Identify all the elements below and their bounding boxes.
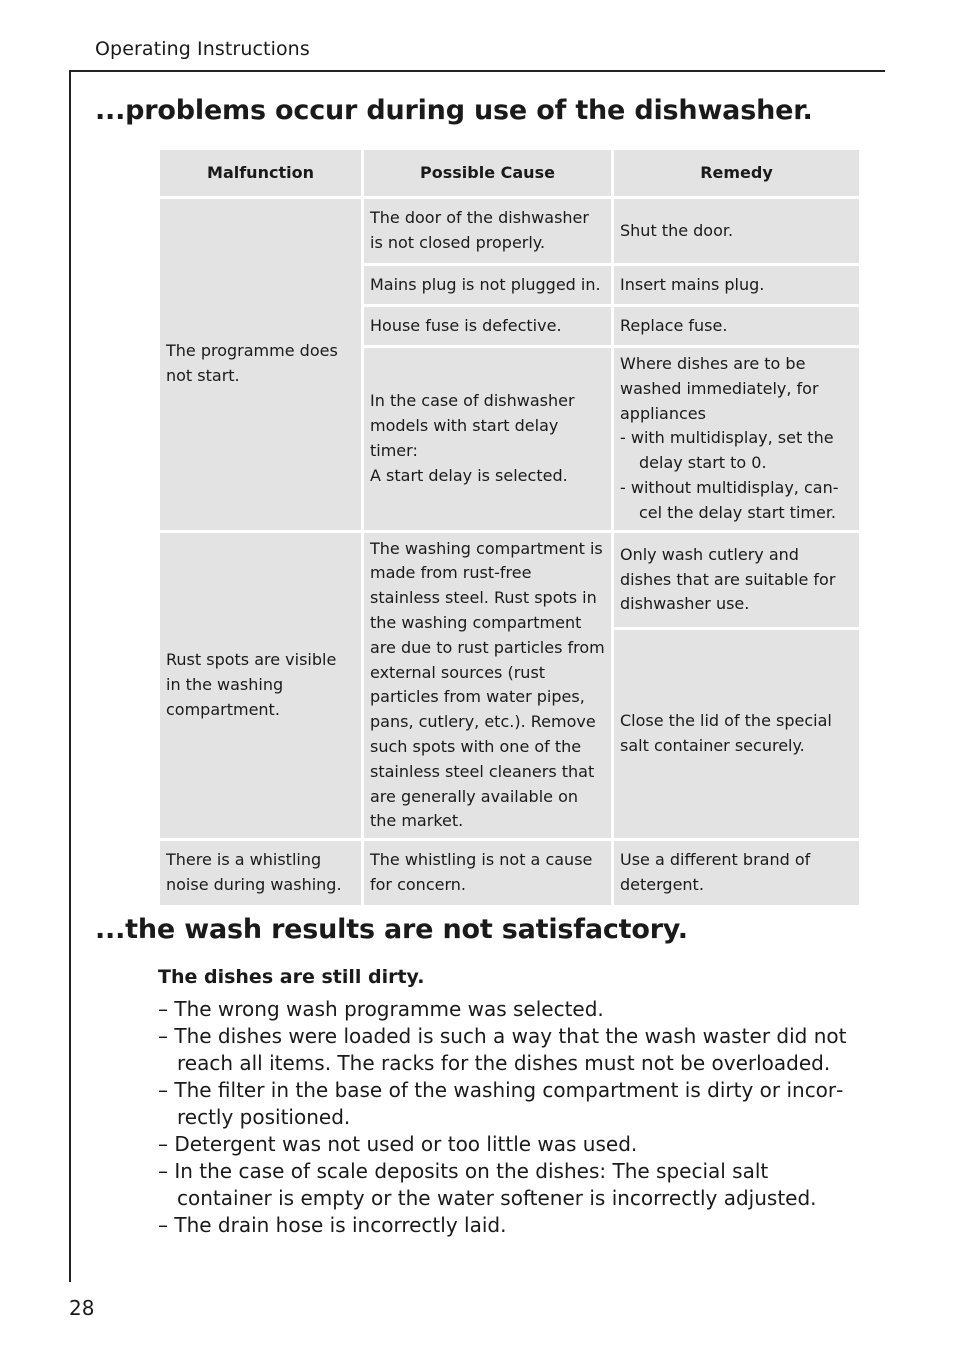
table-row	[160, 841, 859, 905]
remedy-cell: Only wash cutlery and dishes that are suitable for dishwasher use.	[614, 533, 859, 628]
remedy-cell: Replace fuse.	[614, 307, 859, 345]
cause-line: In the case of dishwasher models with start delay timer:	[370, 391, 575, 460]
cause-cell: The door of the dishwasher is not closed properly.	[364, 199, 611, 263]
margin-rule	[69, 70, 71, 1282]
list-item: – The dishes were loaded is such a way that the wash waster did not reach all items. The racks for the dishes must not be overloaded.	[158, 1024, 847, 1075]
cause-cell	[364, 348, 611, 530]
list-item: – The filter in the base of the washing compartment is dirty or incorrectly positioned.	[158, 1078, 844, 1129]
list-item: – The wrong wash programme was selected.	[158, 997, 604, 1021]
table-row	[160, 533, 859, 628]
remedy-cell	[614, 348, 859, 530]
list-item: – In the case of scale deposits on the dishes: The special salt container is empty or the water softener is incorrectly adjusted.	[158, 1159, 817, 1210]
header-rule	[69, 70, 885, 72]
running-head: Operating Instructions	[95, 38, 310, 60]
cause-cell: House fuse is defective.	[364, 307, 611, 345]
header-possible-cause: Possible Cause	[364, 150, 611, 196]
remedy-cell: Insert mains plug.	[614, 266, 859, 304]
malfunction-cell: Rust spots are visible in the washing compartment.	[160, 533, 361, 839]
list-item: – Detergent was not used or too little was used.	[158, 1132, 638, 1156]
remedy-bullet: - without multidisplay, cancel the delay start timer.	[620, 477, 839, 522]
cause-cell: The washing compartment is made from rust-free stainless steel. Rust spots in the washing compartment are due to rust particles from external sources (rust particles from water pipes, pans, cutlery, etc.). Remove such spots with one of the stainless steel cleaners that are generally available on the market.	[364, 533, 611, 839]
table-header-row	[160, 150, 859, 196]
page-number: 28	[69, 1296, 95, 1320]
header-malfunction: Malfunction	[160, 150, 361, 196]
troubleshooting-table	[157, 147, 862, 908]
cause-cell: The whistling is not a cause for concern.	[364, 841, 611, 905]
header-remedy: Remedy	[614, 150, 859, 196]
malfunction-cell: The programme does not start.	[160, 199, 361, 530]
remedy-bullet: - with multidisplay, set the delay start to 0.	[620, 428, 834, 473]
remedy-cell: Shut the door.	[614, 199, 859, 263]
remedy-cell: Close the lid of the special salt container securely.	[614, 630, 859, 838]
table-row	[160, 199, 859, 263]
remedy-intro: Where dishes are to be washed immediately, for appliances	[620, 354, 819, 423]
cause-line: A start delay is selected.	[370, 465, 568, 485]
list-item: – The drain hose is incorrectly laid.	[158, 1213, 507, 1237]
cause-cell: Mains plug is not plugged in.	[364, 266, 611, 304]
malfunction-cell: There is a whistling noise during washing.	[160, 841, 361, 905]
section-title-problems: ...problems occur during use of the dishwasher.	[95, 95, 813, 126]
dishes-dirty-heading: The dishes are still dirty.	[158, 966, 425, 988]
dishes-dirty-list	[158, 996, 858, 1239]
remedy-cell: Use a different brand of detergent.	[614, 841, 859, 905]
section-title-wash-results: ...the wash results are not satisfactory.	[95, 914, 688, 945]
